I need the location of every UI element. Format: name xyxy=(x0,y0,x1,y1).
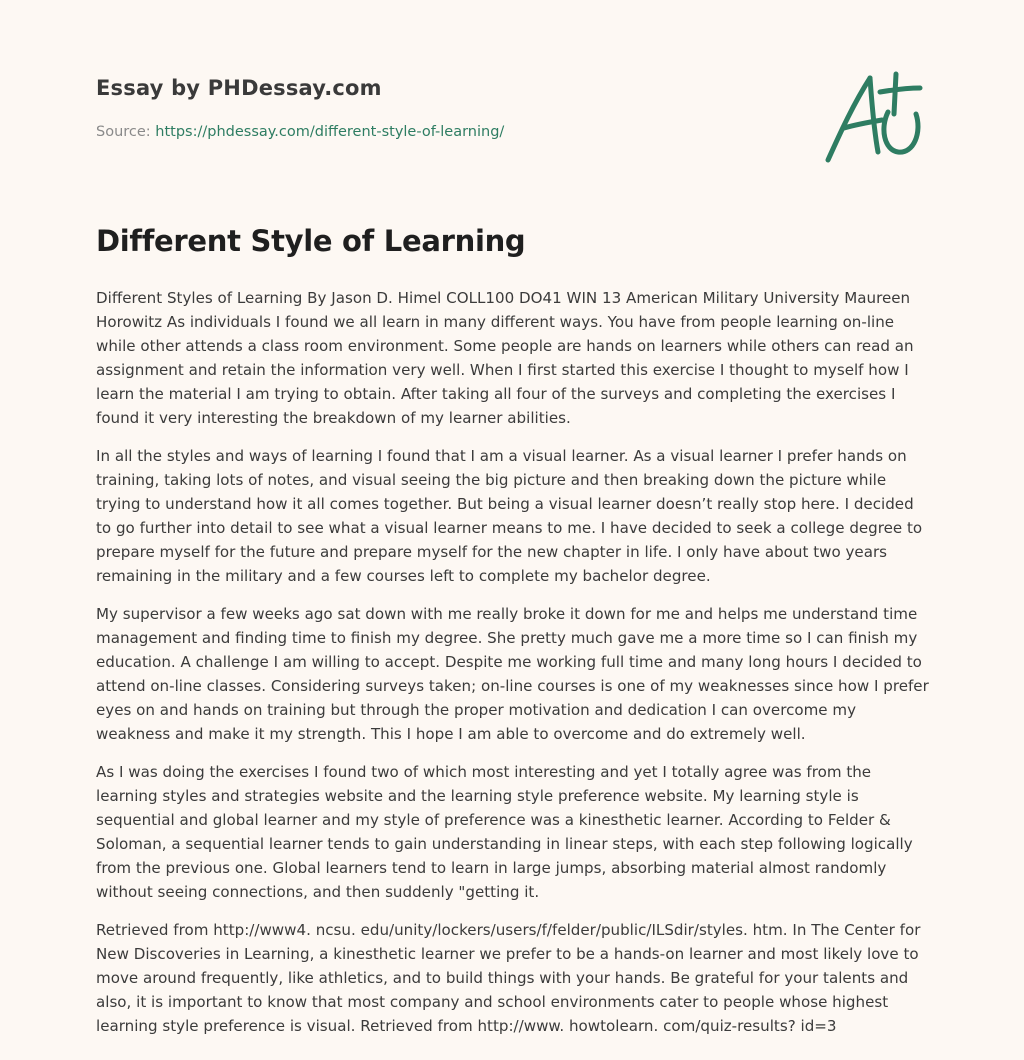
paragraph: Different Styles of Learning By Jason D. Himel COLL100 DO41 WIN 13 American Military University Maureen Horowitz As individuals I found we all learn in many different ways. You have from people learning on-line while other attends a class room environment. Some people are hands on learners while others can read an assignment and retain the information very well. When I first started this exercise I thought to myself how I learn the material I am trying to obtain. After taking all four of the surveys and completing the exercises I found it very interesting the breakdown of my learner abilities. xyxy=(96,289,914,427)
page-title: Different Style of Learning xyxy=(96,224,526,258)
source-label: Source: xyxy=(96,124,156,140)
source-line xyxy=(96,124,504,140)
source-link[interactable]: https://phdessay.com/different-style-of-learning/ xyxy=(155,124,505,140)
site-header xyxy=(96,76,382,100)
paragraph: Retrieved from http://www4. ncsu. edu/unity/lockers/users/f/felder/public/ILSdir/styles. htm. In The Center for New Discoveries in Learning, a kinesthetic learner we prefer to be a hands-on learner and most likely love to move around frequently, like athletics, and to build things with your hands. Be grateful for your talents and also, it is important to know that most company and school environments cater to people whose highest learning style preference is visual. Retrieved from http://www. howtolearn. com/quiz-results? id=3 xyxy=(96,921,921,1035)
brand-title: Essay by PHDessay.com xyxy=(96,76,382,100)
a-plus-grade-logo-icon xyxy=(822,68,926,166)
paragraph: In all the styles and ways of learning I found that I am a visual learner. As a visual learner I prefer hands on training, taking lots of notes, and visual seeing the big picture and then breaking down the picture while trying to understand how it all comes together. But being a visual learner doesn’t really stop here. I decided to go further into detail to see what a visual learner means to me. I have decided to seek a college degree to prepare myself for the future and prepare myself for the new chapter in life. I only have about two years remaining in the military and a few courses left to complete my bachelor degree. xyxy=(96,447,923,585)
paragraph: As I was doing the exercises I found two of which most interesting and yet I totally agree was from the learning styles and strategies website and the learning style preference website. My learning style is sequential and global learner and my style of preference was a kinesthetic learner. According to Felder & Soloman, a sequential learner tends to gain understanding in linear steps, with each step following logically from the previous one. Global learners tend to learn in large jumps, absorbing material almost randomly without seeing connections, and then suddenly "getting it. xyxy=(96,763,913,901)
essay-body xyxy=(96,286,932,1052)
paragraph: My supervisor a few weeks ago sat down with me really broke it down for me and helps me understand time management and finding time to finish my degree. She pretty much gave me a more time so I can finish my education. A challenge I am willing to accept. Despite me working full time and many long hours I decided to attend on-line classes. Considering surveys taken; on-line courses is one of my weaknesses since how I prefer eyes on and hands on training but through the proper motivation and dedication I can overcome my weakness and make it my strength. This I hope I am able to overcome and do extremely well. xyxy=(96,605,929,743)
